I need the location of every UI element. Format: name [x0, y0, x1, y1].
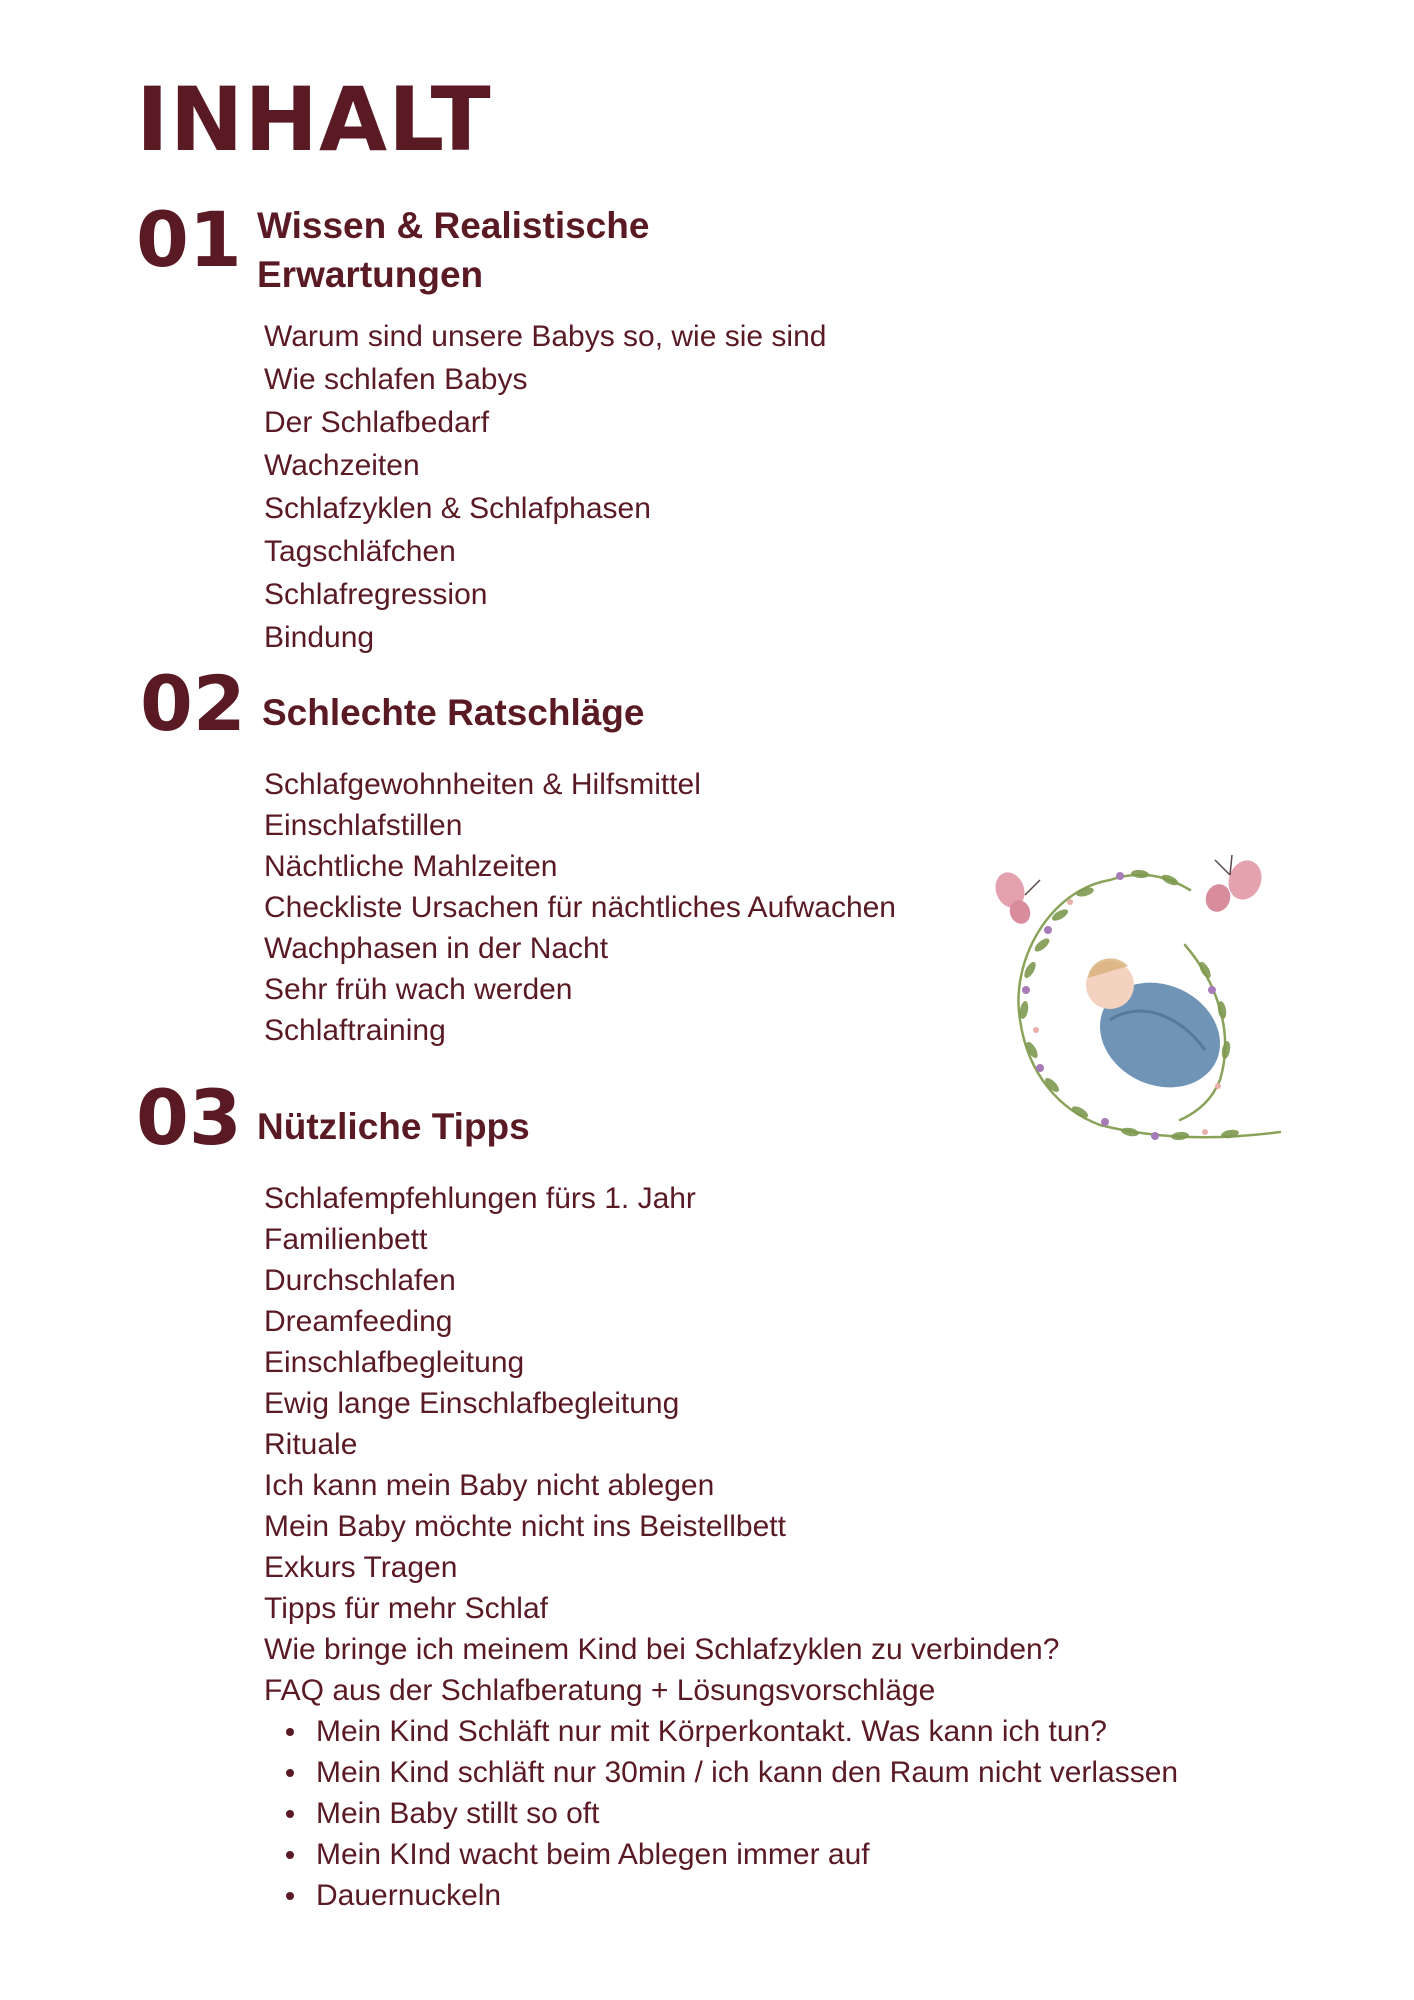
list-item: Ich kann mein Baby nicht ablegen [264, 1469, 715, 1502]
section-number-03: 03 [136, 1073, 242, 1162]
bullet-item: Mein KInd wacht beim Ablegen immer auf [316, 1834, 1178, 1875]
section-heading-01-line1: Wissen & Realistische [257, 205, 650, 246]
list-item: Dreamfeeding [264, 1305, 453, 1338]
list-item: Wachzeiten [264, 449, 420, 482]
butterfly-left-icon [991, 868, 1040, 926]
faq-bullet-group [264, 1711, 1178, 1916]
bullet-item: Mein Baby stillt so oft [316, 1793, 1178, 1834]
list-item: Schlafzyklen & Schlafphasen [264, 492, 651, 525]
section-list-02 [264, 764, 896, 1051]
list-item: Bindung [264, 621, 375, 654]
list-item: Familienbett [264, 1223, 428, 1256]
section-number-02: 02 [140, 659, 246, 748]
baby-wreath-illustration [990, 850, 1290, 1160]
section-heading-02: Schlechte Ratschläge [262, 692, 645, 733]
list-item: Nächtliche Mahlzeiten [264, 850, 558, 883]
page-title: INHALT [136, 68, 492, 171]
list-item: Mein Baby möchte nicht ins Beistellbett [264, 1510, 786, 1543]
section-heading-03: Nützliche Tipps [257, 1106, 530, 1147]
list-item: Einschlafstillen [264, 809, 463, 842]
list-item: Sehr früh wach werden [264, 973, 573, 1006]
bullet-item: Mein Kind schläft nur 30min / ich kann den Raum nicht verlassen [316, 1752, 1178, 1793]
list-item: Schlaftraining [264, 1014, 446, 1047]
faq-bullet-list [264, 1711, 1178, 1916]
bullet-item: Mein Kind Schläft nur mit Körperkontakt. Was kann ich tun? [316, 1711, 1178, 1752]
section-heading-01-line2: Erwartungen [257, 254, 484, 295]
list-item: Durchschlafen [264, 1264, 456, 1297]
list-item: Wie schlafen Babys [264, 363, 528, 396]
list-item: Tagschläfchen [264, 535, 456, 568]
section-list-01 [264, 315, 826, 659]
list-item: Der Schlafbedarf [264, 406, 490, 439]
list-item: Tipps für mehr Schlaf [264, 1592, 548, 1625]
list-item: Einschlafbegleitung [264, 1346, 525, 1379]
bullet-item: Dauernuckeln [316, 1875, 1178, 1916]
section-list-03 [264, 1178, 1178, 1916]
list-item: Schlafempfehlungen fürs 1. Jahr [264, 1182, 696, 1215]
section-number-01: 01 [136, 195, 242, 284]
list-item: Rituale [264, 1428, 358, 1461]
list-item: Ewig lange Einschlafbegleitung [264, 1387, 680, 1420]
butterfly-right-icon [1202, 855, 1267, 915]
list-item: Warum sind unsere Babys so, wie sie sind [264, 320, 827, 353]
list-item: Schlafgewohnheiten & Hilfsmittel [264, 768, 701, 801]
list-item: Wachphasen in der Nacht [264, 932, 609, 965]
section-heading-01 [257, 201, 649, 299]
list-item: Schlafregression [264, 578, 488, 611]
list-item: Checkliste Ursachen für nächtliches Aufwachen [264, 891, 896, 924]
list-item: Exkurs Tragen [264, 1551, 458, 1584]
list-item: FAQ aus der Schlafberatung + Lösungsvorschläge [264, 1674, 936, 1707]
list-item: Wie bringe ich meinem Kind bei Schlafzyklen zu verbinden? [264, 1633, 1060, 1666]
